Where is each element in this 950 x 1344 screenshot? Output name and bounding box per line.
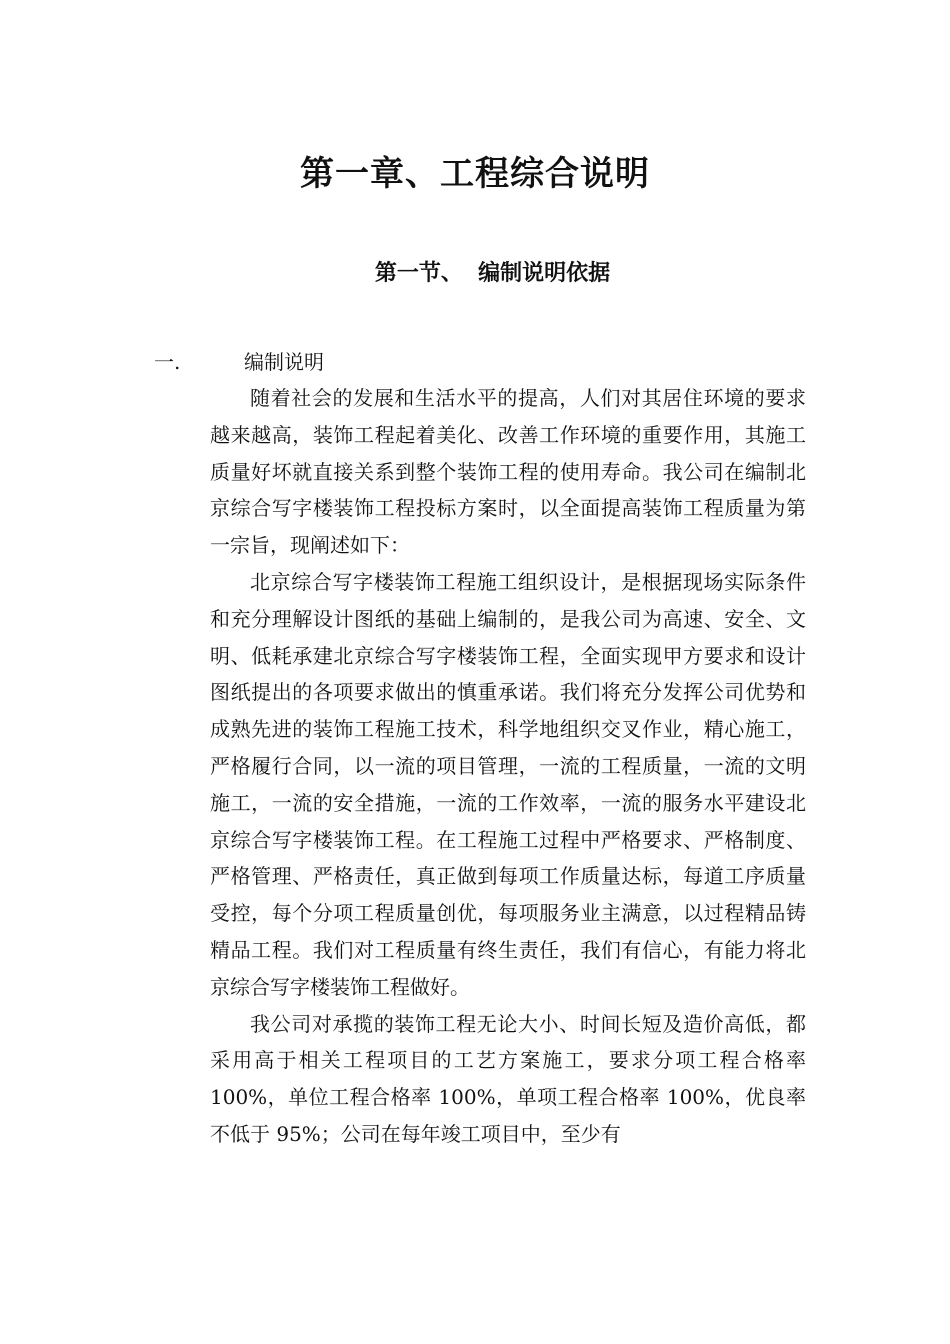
chapter-title: 第一章、工程综合说明: [300, 154, 650, 194]
subheading-number: 一.: [154, 350, 181, 374]
body-text: [210, 380, 806, 1153]
paragraph: 北京综合写字楼装饰工程施工组织设计，是根据现场实际条件和充分理解设计图纸的基础上编制的，是我公司为高速、安全、文明、低耗承建北京综合写字楼装饰工程，全面实现甲方要求和设计图纸提出的各项要求做出的慎重承诺。我们将充分发挥公司优势和成熟先进的装饰工程施工技术，科学地组织交叉作业，精心施工，严格履行合同，以一流的项目管理，一流的工程质量，一流的文明施工，一流的安全措施，一流的工作效率，一流的服务水平建设北京综合写字楼装饰工程。在工程施工过程中严格要求、严格制度、严格管理、严格责任，真正做到每项工作质量达标，每道工序质量受控，每个分项工程质量创优，每项服务业主满意，以过程精品铸精品工程。我们对工程质量有终生责任，我们有信心，有能力将北京综合写字楼装饰工程做好。: [210, 569, 806, 999]
section-title: 第一节、 编制说明依据: [374, 261, 611, 286]
paragraph: 我公司对承揽的装饰工程无论大小、时间长短及造价高低，都采用高于相关工程项目的工艺方案施工，要求分项工程合格率 100%，单位工程合格率 100%，单项工程合格率 100%，优良率不低于 95%；公司在每年竣工项目中，至少有: [210, 1011, 806, 1146]
subheading-text: 编制说明: [244, 350, 324, 374]
subheading: [154, 344, 324, 380]
paragraph: 随着社会的发展和生活水平的提高，人们对其居住环境的要求越来越高，装饰工程起着美化、改善工作环境的重要作用，其施工质量好坏就直接关系到整个装饰工程的使用寿命。我公司在编制北京综合写字楼装饰工程投标方案时，以全面提高装饰工程质量为第一宗旨，现阐述如下：: [210, 386, 806, 558]
